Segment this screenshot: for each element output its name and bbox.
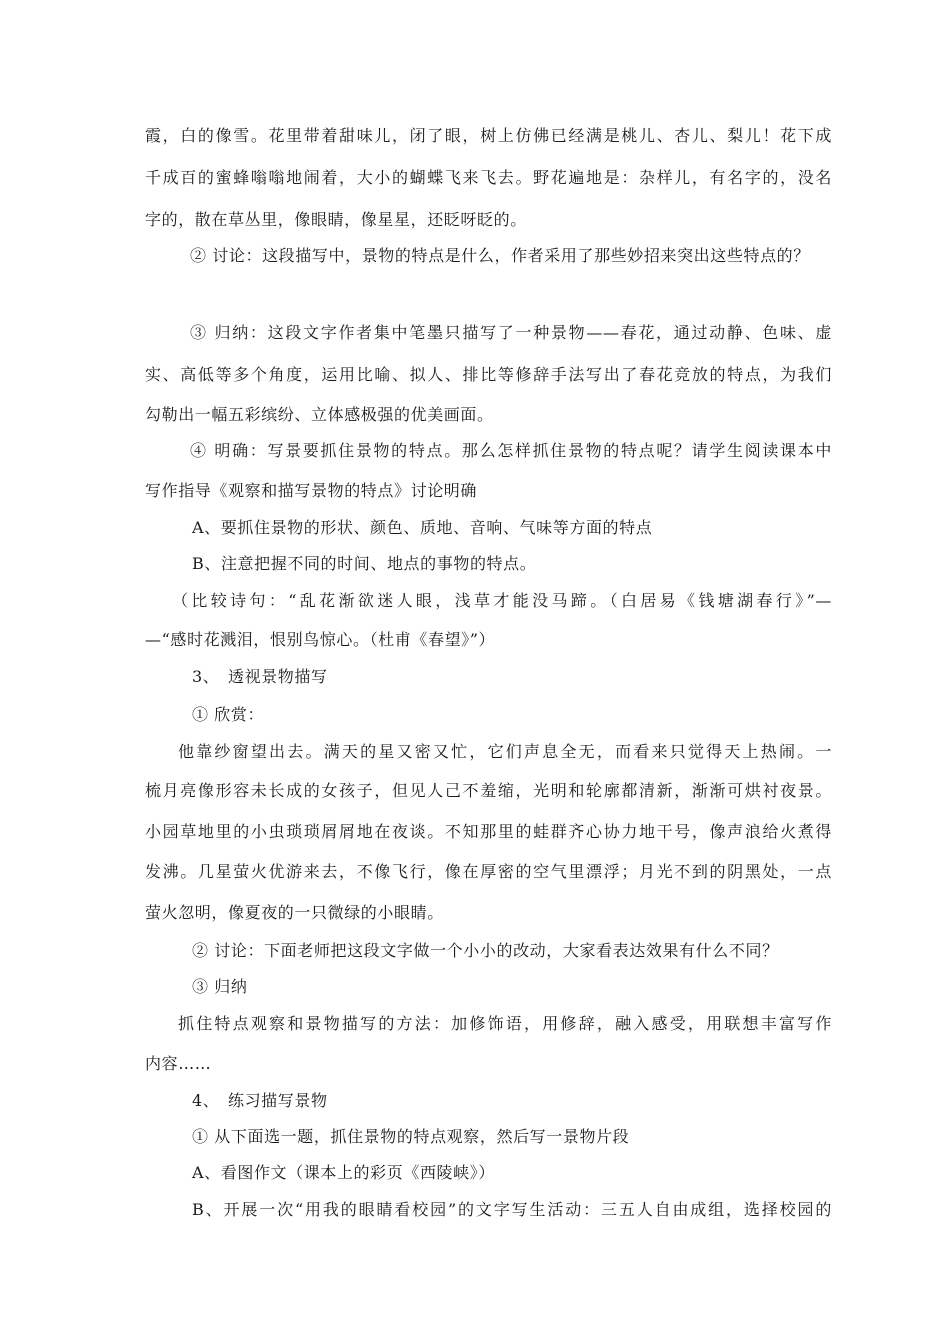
text-line: B、开展一次“用我的眼睛看校园”的文字写生活动：三五人自由成组，选择校园的 — [192, 1200, 832, 1219]
text-line: 字的，散在草丛里，像眼睛，像星星，还眨呀眨的。 — [145, 210, 527, 229]
text-line: 勾勒出一幅五彩缤纷、立体感极强的优美画面。 — [145, 405, 494, 424]
text-line: ③ 归纳 — [192, 977, 248, 996]
section-heading: 3、 透视景物描写 — [192, 667, 328, 686]
text-line: ① 欣赏： — [192, 705, 265, 724]
text-line: 他靠纱窗望出去。满天的星又密又忙，它们声息全无，而看来只觉得天上热闹。一 — [178, 742, 832, 761]
text-line: 发沸。几星萤火优游来去，不像飞行，像在厚密的空气里漂浮；月光不到的阴黑处，一点 — [145, 862, 832, 881]
text-line: 内容…… — [145, 1054, 212, 1073]
text-line: 梳月亮像形容未长成的女孩子，但见人己不羞缩，光明和轮廓都清新，渐渐可烘衬夜景。 — [145, 781, 832, 800]
text-line: 写作指导《观察和描写景物的特点》讨论明确 — [145, 481, 478, 500]
text-line: （比较诗句：“乱花渐欲迷人眼，浅草才能没马蹄。（白居易《钱塘湖春行》”— — [172, 591, 832, 610]
text-line: 小园草地里的小虫琐琐屑屑地在夜谈。不知那里的蛙群齐心协力地干号，像声浪给火煮得 — [145, 822, 832, 841]
text-line: B、注意把握不同的时间、地点的事物的特点。 — [192, 554, 537, 573]
section-heading: 4、 练习描写景物 — [192, 1091, 328, 1110]
text-line: ② 讨论：下面老师把这段文字做一个小小的改动，大家看表达效果有什么不同？ — [192, 941, 779, 960]
text-line: ④ 明确：写景要抓住景物的特点。那么怎样抓住景物的特点呢？请学生阅读课本中 — [190, 441, 832, 460]
text-line: 霞，白的像雪。花里带着甜味儿，闭了眼，树上仿佛已经满是桃儿、杏儿、梨儿！花下成 — [145, 126, 832, 145]
text-line: ② 讨论：这段描写中，景物的特点是什么，作者采用了那些妙招来突出这些特点的？ — [190, 246, 810, 265]
text-line: A、要抓住景物的形状、颜色、质地、音响、气味等方面的特点 — [192, 518, 653, 537]
text-line: 实、高低等多个角度，运用比喻、拟人、排比等修辞手法写出了春花竞放的特点，为我们 — [145, 365, 832, 384]
text-line: ③ 归纳：这段文字作者集中笔墨只描写了一种景物——春花，通过动静、色味、虚 — [190, 323, 832, 342]
text-line: ① 从下面选一题，抓住景物的特点观察，然后写一景物片段 — [192, 1127, 630, 1146]
text-line: 萤火忽明，像夏夜的一只微绿的小眼睛。 — [145, 903, 444, 922]
text-line: 千成百的蜜蜂嗡嗡地闹着，大小的蝴蝶飞来飞去。野花遍地是：杂样儿，有名字的，没名 — [145, 168, 832, 187]
text-line: A、看图作文（课本上的彩页《西陵峡》） — [192, 1163, 495, 1182]
text-line: 抓住特点观察和景物描写的方法：加修饰语，用修辞，融入感受，用联想丰富写作 — [178, 1014, 832, 1033]
text-line: —“感时花溅泪，恨别鸟惊心。（杜甫《春望》”） — [145, 630, 496, 649]
